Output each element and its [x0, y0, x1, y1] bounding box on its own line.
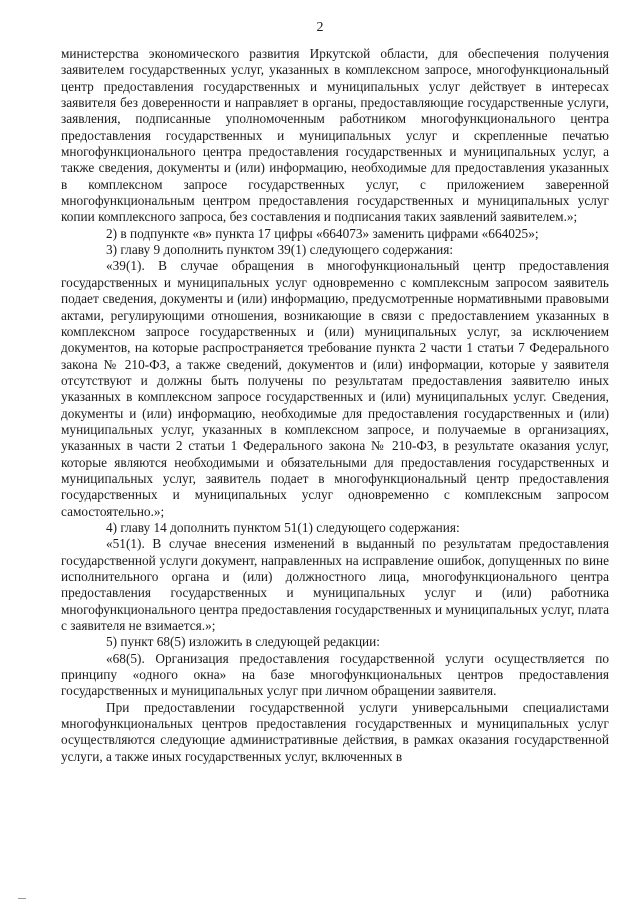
paragraph-item-3: 3) главу 9 дополнить пунктом 39(1) следующего содержания:: [106, 242, 454, 258]
paragraph-admin-actions: При предоставлении государственной услуги универсальными специалистами многофункциональных центров предоставления государственных и муниципальных услуг осуществляются следующие административные действия, в рамках оказания государственной услуги, а также иных государственных услуг, включенных в: [61, 699, 609, 764]
paragraph-item-2: 2) в подпункте «в» пункта 17 цифры «664073» заменить цифрами «664025»;: [106, 225, 539, 241]
paragraph-item-4: 4) главу 14 дополнить пунктом 51(1) следующего содержания:: [106, 519, 460, 535]
paragraph-item-5: 5) пункт 68(5) изложить в следующей редакции:: [106, 634, 380, 650]
paragraph-clause-39-1: «39(1). В случае обращения в многофункциональный центр предоставления государственных и муниципальных услуг одновременно с комплексным запросом заявитель подает сведения, документы и (или) информацию, предусмотренные нормативными правовыми актами, регулирующими отношения, возникающие в связи с предоставлением указанных в комплексном запросе государственных и (или) муниципальных услуг, за исключением документов, на которые распространяется требование пункта 2 части 1 статьи 7 Федерального закона № 210-ФЗ, а также сведений, документов и (или) информации, которые у заявителя отсутствуют и должны быть получены по результатам предоставления заявителю иных указанных в комплексном запросе государственных и (или) муниципальных услуг. Сведения, документы и (или) информацию, необходимые для предоставления государственных и (или) муниципальных услуг, указанных в комплексном запросе, и получаемые в организациях, указанных в части 2 статьи 1 Федерального закона № 210-ФЗ, в результате оказания услуг, которые являются необходимыми и обязательными для предоставления государственных и муниципальных услуг, заявитель подает в многофункциональный центр предоставления государственных и муниципальных услуг одновременно с комплексным запросом самостоятельно.»;: [61, 258, 609, 519]
paragraph-clause-68-5: «68(5). Организация предоставления государственной услуги осуществляется по принципу «одного окна» на базе многофункциональных центров предоставления государственных и муниципальных услуг при личном обращении заявителя.: [61, 650, 609, 699]
paragraph-clause-51-1: «51(1). В случае внесения изменений в выданный по результатам предоставления государственной услуги документ, направленных на исправление ошибок, допущенных по вине исполнительного органа и (или) должностного лица, многофункционального центра предоставления государственных и муниципальных услуг и (или) работника многофункционального центра предоставления государственных и муниципальных услуг, плата с заявителя не взимается.»;: [61, 536, 609, 634]
scan-artifact-mark: [18, 898, 26, 899]
page-number: 2: [316, 20, 324, 35]
document-body: [61, 46, 609, 765]
paragraph-continuation: министерства экономического развития Иркутской области, для обеспечения получения заявителем государственных услуг, указанных в комплексном запросе, многофункциональный центр предоставления государственных и муниципальных услуг действует в интересах заявителя без доверенности и направляет в органы, предоставляющие государственные услуги, заявления, подписанные уполномоченным работником многофункционального центра предоставления государственных и муниципальных услуг и скрепленные печатью многофункционального центра предоставления государственных и муниципальных услуг, а также сведения, документы и (или) информацию, необходимые для предоставления указанных в комплексном запросе государственных услуг, с приложением заверенной многофункциональным центром предоставления государственных и муниципальных услуг копии комплексного запроса, без составления и подписания таких заявлений заявителем.»;: [61, 46, 609, 225]
